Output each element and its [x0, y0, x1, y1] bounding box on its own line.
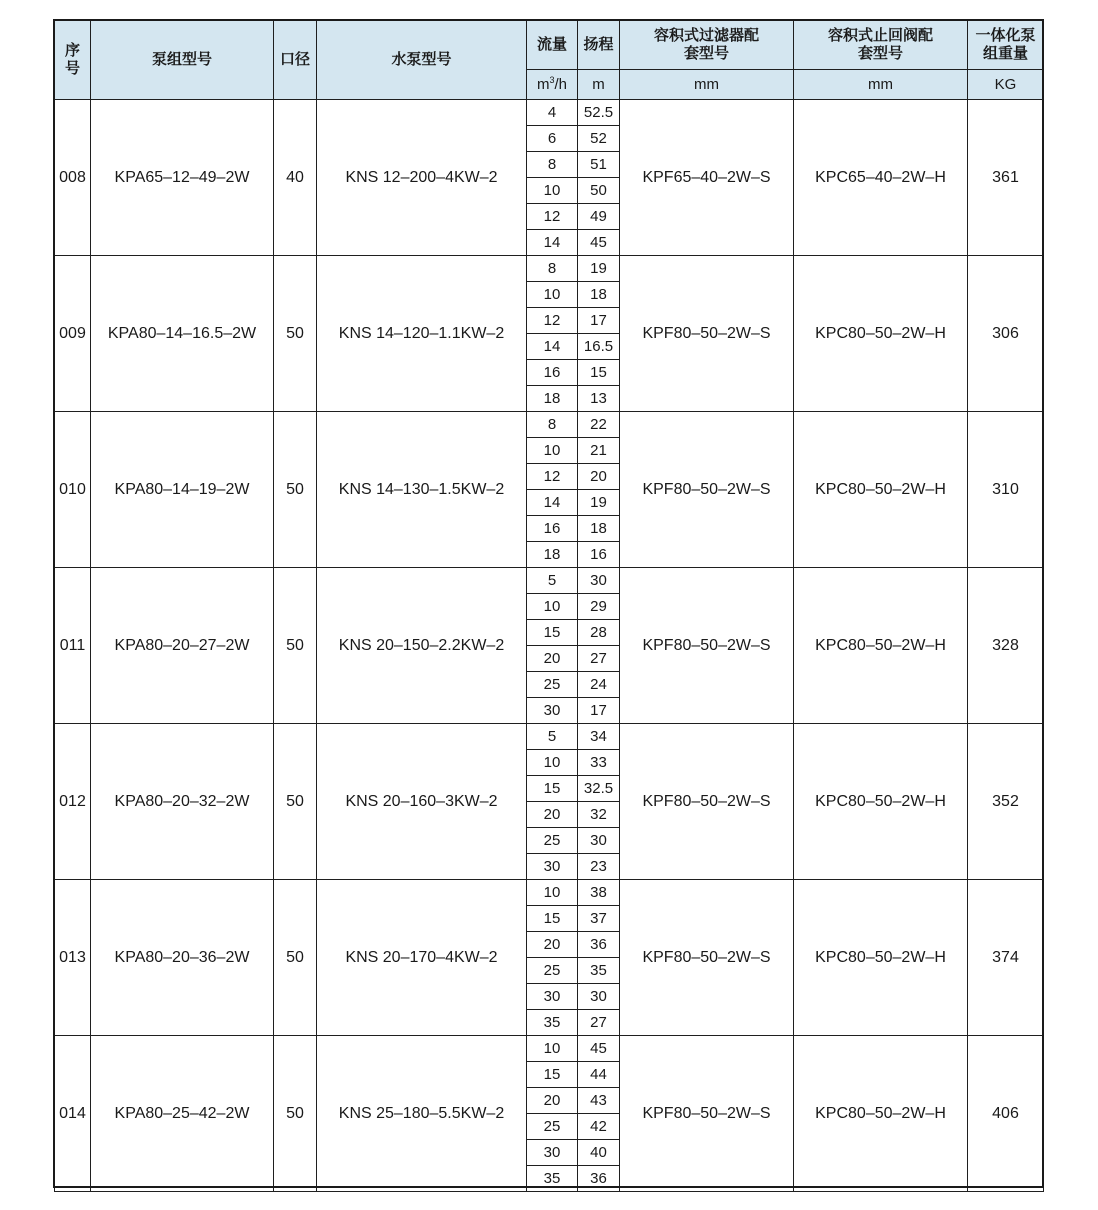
row-head-value: 42	[578, 1114, 620, 1140]
row-flow-value: 16	[527, 516, 578, 542]
row-head-value: 36	[578, 1166, 620, 1192]
row-valve-model: KPC80–50–2W–H	[794, 724, 968, 880]
row-flow-value: 18	[527, 386, 578, 412]
header-diameter: 口径	[274, 21, 317, 100]
row-weight: 328	[968, 568, 1044, 724]
row-flow-value: 20	[527, 646, 578, 672]
header-valve-unit: mm	[794, 70, 968, 100]
row-flow-value: 20	[527, 1088, 578, 1114]
header-weight-unit: KG	[968, 70, 1044, 100]
header-weight	[968, 21, 1044, 70]
row-flow-value: 15	[527, 620, 578, 646]
row-diameter: 50	[274, 724, 317, 880]
row-pump-model: KNS 14–120–1.1KW–2	[317, 256, 527, 412]
row-seq: 012	[55, 724, 91, 880]
row-valve-model: KPC80–50–2W–H	[794, 880, 968, 1036]
row-filter-model: KPF80–50–2W–S	[620, 256, 794, 412]
row-flow-value: 25	[527, 958, 578, 984]
row-head-value: 32	[578, 802, 620, 828]
row-head-value: 45	[578, 230, 620, 256]
row-seq: 010	[55, 412, 91, 568]
flow-unit-base: m	[536, 76, 550, 93]
row-head-value: 20	[578, 464, 620, 490]
row-flow-value: 10	[527, 1036, 578, 1062]
row-head-value: 22	[578, 412, 620, 438]
header-pump-model: 水泵型号	[317, 21, 527, 100]
row-filter-model: KPF80–50–2W–S	[620, 1036, 794, 1192]
row-seq: 014	[55, 1036, 91, 1192]
row-head-value: 43	[578, 1088, 620, 1114]
row-filter-model: KPF80–50–2W–S	[620, 412, 794, 568]
row-head-value: 51	[578, 152, 620, 178]
row-flow-value: 10	[527, 282, 578, 308]
row-valve-model: KPC80–50–2W–H	[794, 568, 968, 724]
row-head-value: 27	[578, 646, 620, 672]
row-weight: 361	[968, 100, 1044, 256]
table-row	[55, 568, 1044, 594]
row-flow-value: 35	[527, 1166, 578, 1192]
row-valve-model: KPC80–50–2W–H	[794, 412, 968, 568]
row-weight: 374	[968, 880, 1044, 1036]
row-flow-value: 4	[527, 100, 578, 126]
row-flow-value: 14	[527, 230, 578, 256]
row-head-value: 15	[578, 360, 620, 386]
row-head-value: 45	[578, 1036, 620, 1062]
row-flow-value: 25	[527, 1114, 578, 1140]
row-flow-value: 30	[527, 984, 578, 1010]
row-pump-model: KNS 20–150–2.2KW–2	[317, 568, 527, 724]
header-weight-label: 一体化泵组重量	[975, 27, 1036, 62]
row-weight: 406	[968, 1036, 1044, 1192]
row-head-value: 29	[578, 594, 620, 620]
row-seq: 013	[55, 880, 91, 1036]
row-flow-value: 30	[527, 698, 578, 724]
row-diameter: 50	[274, 256, 317, 412]
row-head-value: 50	[578, 178, 620, 204]
row-pump-model: KNS 25–180–5.5KW–2	[317, 1036, 527, 1192]
row-head-value: 38	[578, 880, 620, 906]
table-row	[55, 412, 1044, 438]
row-seq: 009	[55, 256, 91, 412]
row-head-value: 19	[578, 256, 620, 282]
row-flow-value: 8	[527, 412, 578, 438]
row-head-value: 37	[578, 906, 620, 932]
row-flow-value: 12	[527, 464, 578, 490]
row-head-value: 16	[578, 542, 620, 568]
row-flow-value: 15	[527, 1062, 578, 1088]
row-head-value: 33	[578, 750, 620, 776]
row-head-value: 35	[578, 958, 620, 984]
row-flow-value: 6	[527, 126, 578, 152]
row-flow-value: 25	[527, 828, 578, 854]
row-head-value: 16.5	[578, 334, 620, 360]
row-head-value: 28	[578, 620, 620, 646]
row-flow-value: 30	[527, 1140, 578, 1166]
row-valve-model: KPC80–50–2W–H	[794, 1036, 968, 1192]
row-head-value: 30	[578, 984, 620, 1010]
row-flow-value: 18	[527, 542, 578, 568]
row-head-value: 17	[578, 698, 620, 724]
row-flow-value: 14	[527, 490, 578, 516]
row-flow-value: 14	[527, 334, 578, 360]
table-row	[55, 880, 1044, 906]
row-filter-model: KPF80–50–2W–S	[620, 568, 794, 724]
row-flow-value: 30	[527, 854, 578, 880]
row-set-model: KPA80–20–32–2W	[91, 724, 274, 880]
header-flow: 流量	[527, 21, 578, 70]
row-head-value: 30	[578, 568, 620, 594]
table-row	[55, 1036, 1044, 1062]
row-set-model: KPA80–14–16.5–2W	[91, 256, 274, 412]
row-head-value: 30	[578, 828, 620, 854]
table-row	[55, 256, 1044, 282]
row-head-value: 13	[578, 386, 620, 412]
row-valve-model: KPC80–50–2W–H	[794, 256, 968, 412]
row-valve-model: KPC65–40–2W–H	[794, 100, 968, 256]
flow-unit-sup: 3	[549, 75, 555, 85]
row-flow-value: 35	[527, 1010, 578, 1036]
row-head-value: 17	[578, 308, 620, 334]
row-set-model: KPA80–14–19–2W	[91, 412, 274, 568]
row-flow-value: 20	[527, 802, 578, 828]
row-weight: 352	[968, 724, 1044, 880]
row-seq: 011	[55, 568, 91, 724]
row-set-model: KPA80–20–27–2W	[91, 568, 274, 724]
row-flow-value: 16	[527, 360, 578, 386]
row-set-model: KPA80–25–42–2W	[91, 1036, 274, 1192]
row-filter-model: KPF65–40–2W–S	[620, 100, 794, 256]
row-diameter: 50	[274, 568, 317, 724]
row-flow-value: 10	[527, 178, 578, 204]
header-head-unit: m	[578, 70, 620, 100]
row-filter-model: KPF80–50–2W–S	[620, 880, 794, 1036]
row-filter-model: KPF80–50–2W–S	[620, 724, 794, 880]
row-flow-value: 10	[527, 880, 578, 906]
header-head: 扬程	[578, 21, 620, 70]
row-flow-value: 8	[527, 152, 578, 178]
row-flow-value: 5	[527, 568, 578, 594]
header-filter-label: 容积式过滤器配套型号	[653, 27, 759, 62]
row-flow-value: 12	[527, 308, 578, 334]
row-head-value: 21	[578, 438, 620, 464]
row-diameter: 40	[274, 100, 317, 256]
row-diameter: 50	[274, 412, 317, 568]
row-pump-model: KNS 14–130–1.5KW–2	[317, 412, 527, 568]
row-flow-value: 8	[527, 256, 578, 282]
row-head-value: 36	[578, 932, 620, 958]
row-seq: 008	[55, 100, 91, 256]
row-head-value: 52	[578, 126, 620, 152]
row-head-value: 23	[578, 854, 620, 880]
row-head-value: 27	[578, 1010, 620, 1036]
row-head-value: 18	[578, 282, 620, 308]
row-flow-value: 20	[527, 932, 578, 958]
row-head-value: 19	[578, 490, 620, 516]
flow-unit-tail: /h	[554, 76, 568, 93]
table-row	[55, 100, 1044, 126]
row-pump-model: KNS 12–200–4KW–2	[317, 100, 527, 256]
row-head-value: 49	[578, 204, 620, 230]
row-pump-model: KNS 20–170–4KW–2	[317, 880, 527, 1036]
row-head-value: 24	[578, 672, 620, 698]
header-check-valve-label: 容积式止回阀配套型号	[827, 27, 933, 62]
header-filter	[620, 21, 794, 70]
row-flow-value: 15	[527, 906, 578, 932]
row-head-value: 40	[578, 1140, 620, 1166]
row-head-value: 44	[578, 1062, 620, 1088]
row-flow-value: 12	[527, 204, 578, 230]
row-head-value: 52.5	[578, 100, 620, 126]
row-weight: 306	[968, 256, 1044, 412]
row-head-value: 18	[578, 516, 620, 542]
row-diameter: 50	[274, 1036, 317, 1192]
row-flow-value: 5	[527, 724, 578, 750]
row-set-model: KPA80–20–36–2W	[91, 880, 274, 1036]
row-flow-value: 15	[527, 776, 578, 802]
row-head-value: 34	[578, 724, 620, 750]
header-filter-unit: mm	[620, 70, 794, 100]
row-head-value: 32.5	[578, 776, 620, 802]
row-set-model: KPA65–12–49–2W	[91, 100, 274, 256]
header-flow-unit	[527, 70, 578, 100]
row-flow-value: 10	[527, 594, 578, 620]
header-set-model: 泵组型号	[91, 21, 274, 100]
pump-spec-table	[54, 20, 1044, 1192]
row-pump-model: KNS 20–160–3KW–2	[317, 724, 527, 880]
header-seq	[55, 21, 91, 100]
row-diameter: 50	[274, 880, 317, 1036]
row-flow-value: 10	[527, 438, 578, 464]
header-check-valve	[794, 21, 968, 70]
table-row	[55, 724, 1044, 750]
row-weight: 310	[968, 412, 1044, 568]
row-flow-value: 10	[527, 750, 578, 776]
row-flow-value: 25	[527, 672, 578, 698]
header-seq-label: 序号	[64, 42, 80, 77]
